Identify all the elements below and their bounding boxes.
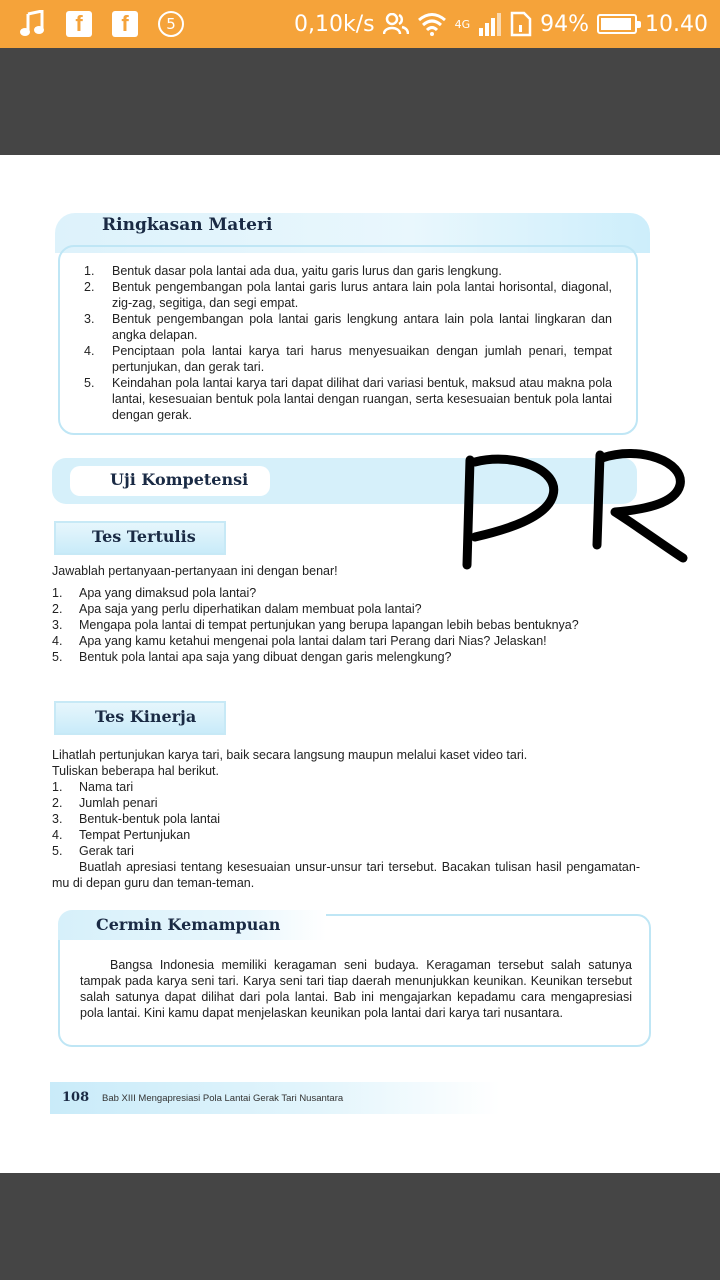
tes-tertulis-instruction: Jawablah pertanyaan-pertanyaan ini dengan benar!: [52, 564, 338, 578]
ringkasan-list: [84, 263, 612, 423]
tes-tertulis-questions: [52, 585, 632, 665]
list-item: 4. Tempat Pertunjukan: [52, 828, 191, 842]
facebook-icon: f: [112, 11, 138, 37]
list-item: 1. Nama tari: [52, 780, 134, 794]
battery-fill: [601, 18, 631, 30]
list-item: 2. Apa saja yang perlu diperhatikan dalam membuat pola lantai?: [52, 602, 422, 616]
list-item: 5. Gerak tari: [52, 844, 134, 858]
list-item: 2. Bentuk pengembangan pola lantai garis lurus antara lain pola lantai horisontal, diagonal, zig-zag, segitiga, dan segi empat.: [84, 280, 612, 310]
notification-count-icon: 5: [158, 11, 184, 37]
clock: 10.40: [645, 11, 708, 37]
network-speed: 0,10k/s: [293, 11, 375, 37]
list-item: 3. Bentuk pengembangan pola lantai garis lengkung antara lain pola lantai lingkaran dan angka delapan.: [84, 312, 612, 342]
page-number: 108: [62, 1090, 90, 1105]
book-page: [0, 155, 720, 1173]
tes-kinerja-closing: Buatlah apresiasi tentang kesesuaian unsur-unsur tari tersebut. Bacakan tulisan hasil pengamatan-mu di depan guru dan teman-teman.: [52, 860, 640, 890]
facebook-icon: f: [66, 11, 92, 37]
tes-kinerja-intro: Lihatlah pertunjukan karya tari, baik secara langsung maupun melalui kaset video tari. Tuliskan beberapa hal berikut.: [52, 748, 528, 778]
tes-kinerja-list: [52, 779, 352, 859]
uji-kompetensi-title: Uji Kompetensi: [110, 470, 249, 489]
handwritten-pr-annotation: [455, 440, 695, 575]
people-icon: [383, 13, 409, 35]
cermin-kemampuan-title: Cermin Kemampuan: [96, 915, 281, 934]
handwritten-pr-strokes: [467, 453, 683, 565]
list-item: 2. Jumlah penari: [52, 796, 158, 810]
network-type: 4G: [454, 17, 471, 31]
list-item: 5. Bentuk pola lantai apa saja yang dibuat dengan garis melengkung?: [52, 650, 452, 664]
signal-icon: [478, 12, 502, 36]
cermin-kemampuan-text: Bangsa Indonesia memiliki keragaman seni budaya. Keragaman tersebut salah satunya tampak pada karya seni tari. Karya seni tari tiap daerah menunjukkan keunikan. Keunikan tersebut salah satunya dapat dilihat dari pola lantai. Bab ini mengajarkan kepadamu cara mengapresiasi pola lantai. Kini kamu dapat menjelaskan keunikan pola lantai dari karya tari nusantara.: [80, 958, 632, 1020]
battery-icon: [597, 14, 637, 34]
list-item: 4. Penciptaan pola lantai karya tari harus menyesuaikan dengan jumlah penari, tempat pertunjukan, dan gerak tari.: [84, 344, 612, 374]
list-item: 5. Keindahan pola lantai karya tari dapat dilihat dari variasi bentuk, maksud atau makna pola lantai, kesesuaian bentuk pola lantai dengan ruangan, serta kesesuaian bentuk pola lantai dengan gerak.: [84, 376, 612, 422]
tes-kinerja-title: Tes Kinerja: [95, 707, 197, 726]
list-item: 1. Apa yang dimaksud pola lantai?: [52, 586, 257, 600]
list-item: 3. Mengapa pola lantai di tempat pertunjukan yang berupa lapangan lebih bebas bentuknya?: [52, 618, 579, 632]
status-bar: [0, 0, 720, 48]
tes-tertulis-title: Tes Tertulis: [92, 527, 196, 546]
chapter-title: Bab XIII Mengapresiasi Pola Lantai Gerak Tari Nusantara: [102, 1093, 344, 1104]
wifi-icon: [417, 12, 447, 36]
sim-icon: [510, 11, 532, 37]
music-note-icon: [20, 10, 46, 38]
list-item: 4. Apa yang kamu ketahui mengenai pola lantai dalam tari Perang dari Nias? Jelaskan!: [52, 634, 547, 648]
ringkasan-title: Ringkasan Materi: [102, 215, 273, 235]
list-item: 1. Bentuk dasar pola lantai ada dua, yaitu garis lurus dan garis lengkung.: [84, 264, 502, 278]
battery-percent: 94%: [540, 11, 590, 37]
list-item: 3. Bentuk-bentuk pola lantai: [52, 812, 221, 826]
